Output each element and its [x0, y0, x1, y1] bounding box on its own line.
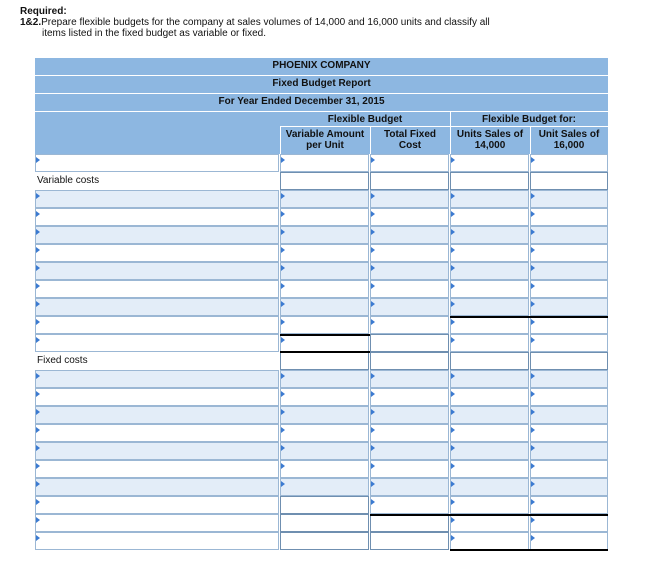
total-fixed-input[interactable]: [370, 406, 449, 424]
sales-14000-input[interactable]: [450, 514, 529, 532]
sales-14000-input[interactable]: [450, 154, 529, 172]
variable-amount-input[interactable]: [280, 460, 369, 478]
row-label-input[interactable]: [35, 244, 279, 262]
row-label-input[interactable]: [35, 190, 279, 208]
sales-14000-input[interactable]: [450, 496, 529, 514]
total-fixed-input[interactable]: [370, 316, 449, 334]
column-divider-d: [530, 127, 531, 154]
row-label-input[interactable]: [35, 226, 279, 244]
total-fixed-input[interactable]: [370, 226, 449, 244]
table-row: [35, 478, 608, 496]
empty-cell: [280, 172, 369, 190]
sales-14000-input[interactable]: [450, 190, 529, 208]
table-row: [35, 334, 608, 352]
table-row: [35, 190, 608, 208]
instructions-text-1: Prepare flexible budgets for the company at sales volumes of 14,000 and 16,000 units and classify all: [41, 17, 490, 28]
empty-cell: [370, 532, 449, 550]
table-row: [35, 514, 608, 532]
variable-amount-input[interactable]: [280, 424, 369, 442]
empty-cell: [530, 172, 608, 190]
column-divider-a: [280, 127, 281, 154]
company-name: PHOENIX COMPANY: [272, 60, 371, 71]
sales-14000-input[interactable]: [450, 532, 529, 550]
instructions-line-1: [20, 17, 490, 28]
sales-14000-input[interactable]: [450, 298, 529, 316]
empty-cell: [280, 496, 369, 514]
column-divider-c: [450, 112, 451, 154]
table-row: [35, 298, 608, 316]
variable-amount-input[interactable]: [280, 244, 369, 262]
empty-cell: [530, 352, 608, 370]
sales-14000-input[interactable]: [450, 262, 529, 280]
empty-cell: [370, 172, 449, 190]
column-divider-b: [370, 127, 371, 154]
sales-16000-input[interactable]: [530, 334, 608, 352]
sales-16000-input[interactable]: [530, 532, 608, 550]
table-row: [35, 226, 608, 244]
table-row: [35, 442, 608, 460]
col-14000: 14,000: [474, 140, 506, 151]
total-fixed-input[interactable]: [370, 190, 449, 208]
report-period: For Year Ended December 31, 2015: [218, 96, 385, 107]
table-row: [35, 280, 608, 298]
row-label-input[interactable]: [35, 496, 279, 514]
empty-cell: [280, 352, 369, 370]
sales-16000-input[interactable]: [530, 244, 608, 262]
sales-14000-input[interactable]: [450, 226, 529, 244]
variable-total-underline: [280, 351, 370, 353]
flexible-budget-for-heading: Flexible Budget for:: [482, 114, 576, 125]
sales-14000-input[interactable]: [450, 388, 529, 406]
sales-14000-input[interactable]: [450, 478, 529, 496]
column-header-band: [35, 112, 608, 154]
table-row: [35, 496, 608, 514]
table-row: [35, 406, 608, 424]
row-label-input[interactable]: [35, 424, 279, 442]
total-fixed-input[interactable]: [370, 442, 449, 460]
report-header-company: [35, 58, 608, 75]
variable-amount-input[interactable]: [280, 154, 369, 172]
variable-amount-input[interactable]: [280, 478, 369, 496]
sales-14000-input[interactable]: [450, 244, 529, 262]
sales-14000-input[interactable]: [450, 406, 529, 424]
table-row: [35, 388, 608, 406]
variable-costs-label: Variable costs: [37, 175, 100, 186]
table-row: [35, 154, 608, 172]
sales-14000-input[interactable]: [450, 442, 529, 460]
total-fixed-input[interactable]: [370, 262, 449, 280]
variable-amount-input[interactable]: [280, 388, 369, 406]
sales-16000-input[interactable]: [530, 190, 608, 208]
row-label-input[interactable]: [35, 370, 279, 388]
sales-14000-input[interactable]: [450, 424, 529, 442]
total-fixed-input[interactable]: [370, 280, 449, 298]
variable-total-underline: [280, 334, 370, 336]
total-fixed-input[interactable]: [370, 208, 449, 226]
sales-16000-input[interactable]: [530, 262, 608, 280]
table-row: [35, 244, 608, 262]
fixed-total-underline: [370, 514, 450, 516]
row-label-input[interactable]: [35, 208, 279, 226]
empty-cell: [280, 514, 369, 532]
row-label-input[interactable]: [35, 280, 279, 298]
instructions-number: 1&2.: [20, 17, 42, 28]
table-row: [35, 424, 608, 442]
total-fixed-input[interactable]: [370, 388, 449, 406]
sales-14000-input[interactable]: [450, 316, 529, 334]
sales-16000-input[interactable]: [530, 442, 608, 460]
sales-14000-input[interactable]: [450, 334, 529, 352]
sales-14000-input[interactable]: [450, 370, 529, 388]
variable-total-underline: [450, 316, 608, 318]
table-row: [35, 262, 608, 280]
variable-amount-input[interactable]: [280, 298, 369, 316]
total-fixed-input[interactable]: [370, 244, 449, 262]
table-row: [35, 370, 608, 388]
total-fixed-input[interactable]: [370, 154, 449, 172]
empty-cell: [450, 352, 529, 370]
variable-amount-input[interactable]: [280, 190, 369, 208]
variable-amount-input[interactable]: [280, 406, 369, 424]
row-label-input[interactable]: [35, 316, 279, 334]
table-row: [35, 172, 608, 190]
col-unit-sales-16000: Unit Sales of: [538, 129, 600, 140]
col-cost: Cost: [398, 140, 422, 151]
variable-amount-input[interactable]: [280, 316, 369, 334]
sales-14000-input[interactable]: [450, 280, 529, 298]
variable-amount-input[interactable]: [280, 262, 369, 280]
variable-amount-input[interactable]: [280, 208, 369, 226]
table-row: [35, 532, 608, 550]
required-heading: Required:: [20, 6, 67, 17]
col-per-unit: per Unit: [306, 140, 344, 151]
sub-header-divider: [280, 126, 608, 127]
sales-16000-input[interactable]: [530, 208, 608, 226]
col-16000: 16,000: [553, 140, 585, 151]
row-label-input[interactable]: [35, 298, 279, 316]
variable-amount-input[interactable]: [280, 226, 369, 244]
sales-16000-input[interactable]: [530, 496, 608, 514]
sales-16000-input[interactable]: [530, 388, 608, 406]
sales-16000-input[interactable]: [530, 316, 608, 334]
table-row: [35, 316, 608, 334]
sales-14000-input[interactable]: [450, 460, 529, 478]
row-label-input[interactable]: [35, 388, 279, 406]
row-label-input[interactable]: [35, 334, 279, 352]
total-fixed-input[interactable]: [370, 298, 449, 316]
sales-14000-input[interactable]: [450, 208, 529, 226]
variable-amount-input[interactable]: [280, 370, 369, 388]
row-label-input[interactable]: [35, 478, 279, 496]
sales-16000-input[interactable]: [530, 478, 608, 496]
row-label-input[interactable]: [35, 406, 279, 424]
fixed-total-underline: [450, 514, 608, 516]
sales-16000-input[interactable]: [530, 280, 608, 298]
empty-cell: [370, 514, 449, 532]
sales-16000-input[interactable]: [530, 370, 608, 388]
col-total-fixed: Total Fixed: [383, 129, 437, 140]
flexible-budget-heading: Flexible Budget: [327, 114, 403, 125]
sales-16000-input[interactable]: [530, 154, 608, 172]
grand-total-underline: [450, 549, 608, 551]
col-units-sales-14000: Units Sales of: [456, 129, 524, 140]
sales-16000-input[interactable]: [530, 424, 608, 442]
total-fixed-input[interactable]: [370, 370, 449, 388]
total-fixed-input[interactable]: [370, 496, 449, 514]
table-row: [35, 352, 608, 370]
empty-cell: [370, 334, 449, 352]
row-label-input[interactable]: [35, 442, 279, 460]
col-variable-amount: Variable Amount: [285, 129, 365, 140]
instructions: [20, 6, 490, 39]
table-row: [35, 460, 608, 478]
empty-cell: [280, 532, 369, 550]
sales-16000-input[interactable]: [530, 406, 608, 424]
row-label-input[interactable]: [35, 532, 279, 550]
row-label-input[interactable]: [35, 514, 279, 532]
report-header-period: [35, 94, 608, 111]
empty-cell: [450, 172, 529, 190]
report-title: Fixed Budget Report: [272, 78, 371, 89]
total-fixed-input[interactable]: [370, 460, 449, 478]
sales-16000-input[interactable]: [530, 298, 608, 316]
total-fixed-input[interactable]: [370, 424, 449, 442]
variable-amount-input[interactable]: [280, 442, 369, 460]
sales-16000-input[interactable]: [530, 226, 608, 244]
row-label-input[interactable]: [35, 154, 279, 172]
instructions-line-2: items listed in the fixed budget as variable or fixed.: [42, 28, 267, 39]
sales-16000-input[interactable]: [530, 514, 608, 532]
fixed-costs-label: Fixed costs: [37, 355, 88, 366]
total-fixed-input[interactable]: [370, 478, 449, 496]
table-row: [35, 208, 608, 226]
sales-16000-input[interactable]: [530, 460, 608, 478]
variable-amount-input[interactable]: [280, 280, 369, 298]
empty-cell: [370, 352, 449, 370]
row-label-input[interactable]: [35, 460, 279, 478]
report-header-title: [35, 76, 608, 93]
row-label-input[interactable]: [35, 262, 279, 280]
variable-amount-input[interactable]: [280, 334, 369, 352]
